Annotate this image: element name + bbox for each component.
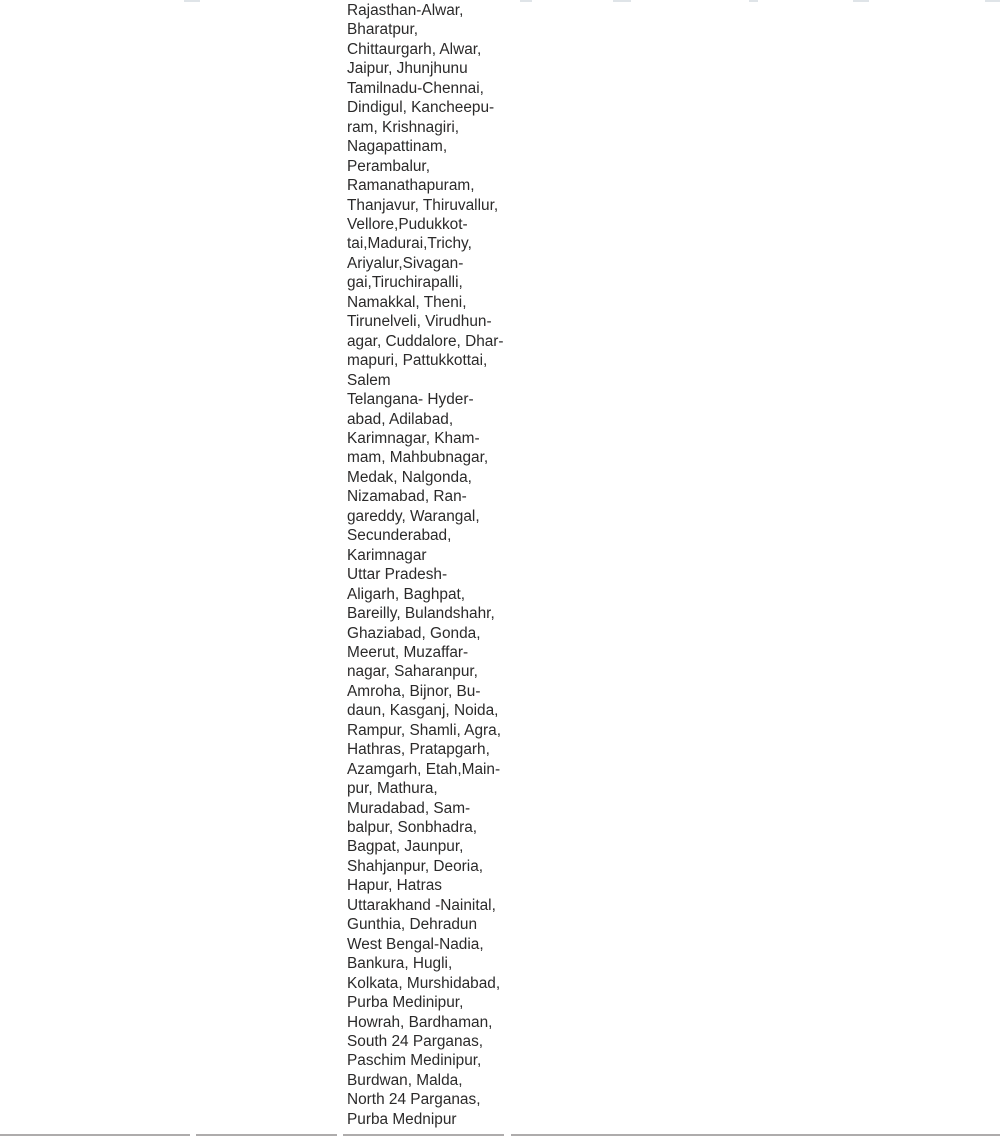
text-line: Tirunelveli, Virudhun- xyxy=(347,313,492,331)
text-line: Nagapattinam, xyxy=(347,138,448,156)
text-line: Rampur, Shamli, Agra, xyxy=(347,721,501,739)
text-line: Jaipur, Jhunjhunu xyxy=(347,60,468,78)
text-line: Bagpat, Jaunpur, xyxy=(347,838,464,856)
text-line: Nizamabad, Ran- xyxy=(347,488,467,506)
table-cell-bottom-border xyxy=(343,1134,504,1136)
text-line: Hathras, Pratapgarh, xyxy=(347,741,490,759)
text-line: Chittaurgarh, Alwar, xyxy=(347,40,482,58)
cropped-row-remnant xyxy=(184,0,200,2)
text-line: ram, Krishnagiri, xyxy=(347,118,460,136)
text-line: Howrah, Bardhaman, xyxy=(347,1013,493,1031)
text-line: Amroha, Bijnor, Bu- xyxy=(347,682,481,700)
districts-cell-text xyxy=(347,1,519,1129)
text-line: South 24 Parganas, xyxy=(347,1033,484,1051)
text-line: Burdwan, Malda, xyxy=(347,1071,463,1089)
text-line: Ramanathapuram, xyxy=(347,177,475,195)
text-line: Secunderabad, xyxy=(347,527,452,545)
text-line: Perambalur, xyxy=(347,157,430,175)
text-line: Azamgarh, Etah,Main- xyxy=(347,760,501,778)
table-cell-bottom-border xyxy=(196,1134,337,1136)
text-line: gareddy, Warangal, xyxy=(347,507,480,525)
text-line: Meerut, Muzaffar- xyxy=(347,643,469,661)
text-line: Rajasthan-Alwar, xyxy=(347,2,464,19)
text-line: Medak, Nalgonda, xyxy=(347,468,472,486)
text-line: Bharatpur, xyxy=(347,21,419,39)
text-line: Thanjavur, Thiruvallur, xyxy=(347,196,499,214)
text-line: Uttarakhand -Nainital, xyxy=(347,896,496,914)
text-line: tai,Madurai,Trichy, xyxy=(347,235,472,253)
text-line: mapuri, Pattukkottai, xyxy=(347,352,488,370)
text-line: Aligarh, Baghpat, xyxy=(347,585,466,603)
text-line: mam, Mahbubnagar, xyxy=(347,449,489,467)
text-line: Karimnagar xyxy=(347,546,427,564)
cropped-row-remnant xyxy=(749,0,758,2)
text-line: Uttar Pradesh- xyxy=(347,566,448,584)
text-line: Tamilnadu-Chennai, xyxy=(347,79,484,97)
text-line: agar, Cuddalore, Dhar- xyxy=(347,332,504,350)
text-line: Karimnagar, Kham- xyxy=(347,429,480,447)
text-line: Bareilly, Bulandshahr, xyxy=(347,605,495,623)
text-line: Dindigul, Kancheepu- xyxy=(347,99,495,117)
text-line: Kolkata, Murshidabad, xyxy=(347,974,501,992)
cropped-row-remnant xyxy=(613,0,631,2)
text-line: Hapur, Hatras xyxy=(347,877,442,895)
text-line: Namakkal, Theni, xyxy=(347,293,467,311)
text-line: Salem xyxy=(347,371,391,389)
text-line: North 24 Parganas, xyxy=(347,1091,481,1109)
text-line: Vellore,Pudukkot- xyxy=(347,215,468,233)
text-line: Ghaziabad, Gonda, xyxy=(347,624,481,642)
text-line: nagar, Saharanpur, xyxy=(347,663,478,681)
text-line: Shahjanpur, Deoria, xyxy=(347,857,484,875)
text-line: Bankura, Hugli, xyxy=(347,955,453,973)
cropped-row-remnant xyxy=(985,0,1000,2)
table-cell-bottom-border xyxy=(511,1134,1000,1136)
cropped-row-remnant xyxy=(520,0,532,2)
text-line: abad, Adilabad, xyxy=(347,410,454,428)
text-line: Purba Medinipur, xyxy=(347,994,464,1012)
text-line: gai,Tiruchirapalli, xyxy=(347,274,463,292)
text-line: daun, Kasganj, Noida, xyxy=(347,702,499,720)
text-line: Muradabad, Sam- xyxy=(347,799,471,817)
text-line: Telangana- Hyder- xyxy=(347,391,474,409)
text-line: West Bengal-Nadia, xyxy=(347,935,484,953)
cropped-row-remnant xyxy=(853,0,869,2)
text-line: Ariyalur,Sivagan- xyxy=(347,254,464,272)
text-line: balpur, Sonbhadra, xyxy=(347,819,478,837)
text-line: Gunthia, Dehradun xyxy=(347,916,478,934)
text-line: Paschim Medinipur, xyxy=(347,1052,482,1070)
text-line: pur, Mathura, xyxy=(347,780,438,798)
text-line: Purba Mednipur xyxy=(347,1110,457,1128)
table-cell-bottom-border xyxy=(0,1134,190,1136)
